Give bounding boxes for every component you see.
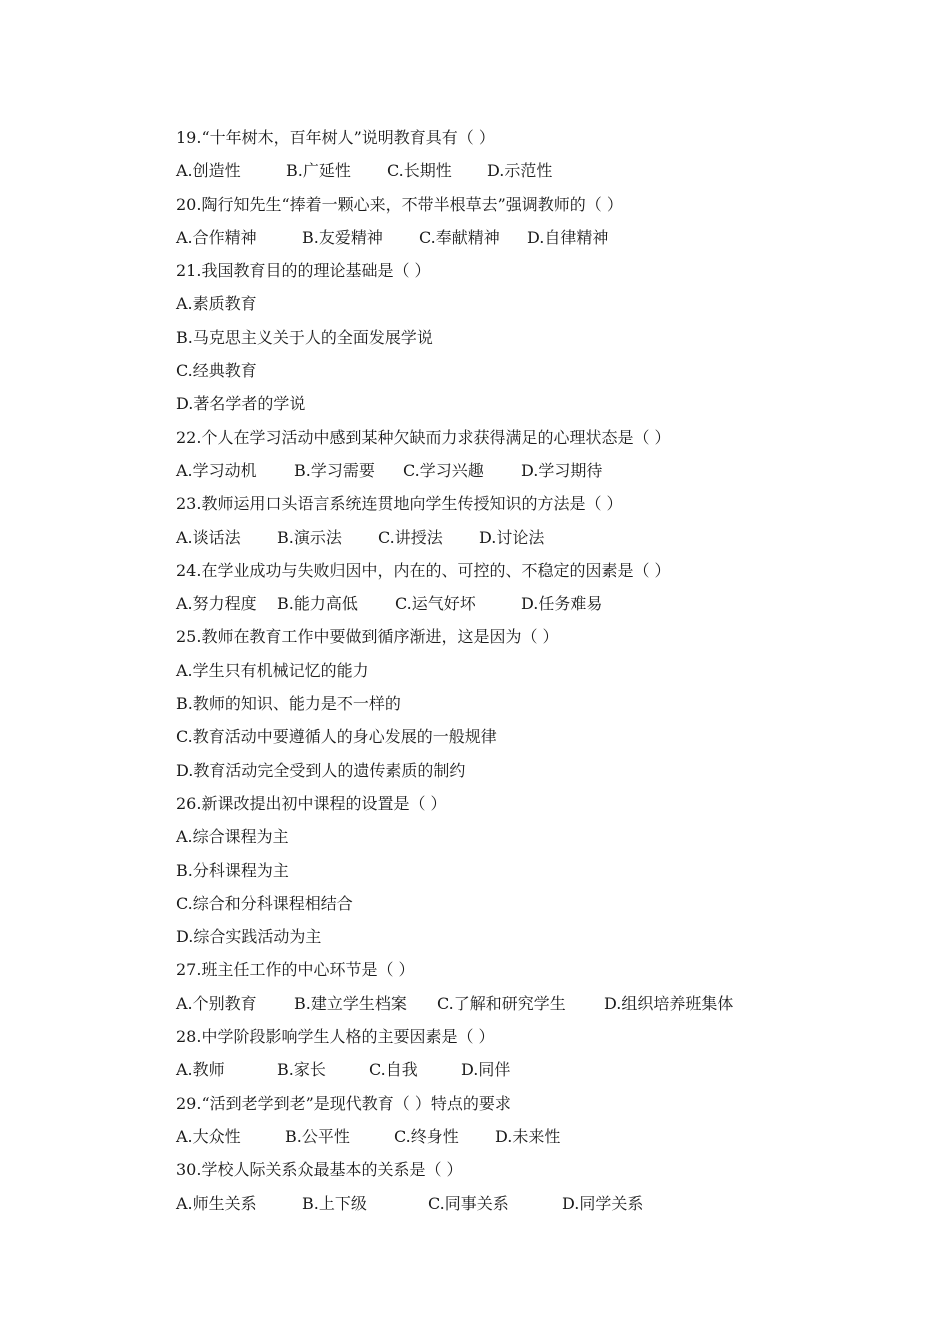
option-d: D.教育活动完全受到人的遗传素质的制约 xyxy=(176,760,466,780)
option-c: C.综合和分科课程相结合 xyxy=(176,893,353,913)
question-27-options xyxy=(176,990,876,1023)
option-b: B.演示法 xyxy=(277,527,342,547)
option-d: D.未来性 xyxy=(495,1126,561,1146)
option-d: D.同学关系 xyxy=(562,1193,644,1213)
option-b: B.广延性 xyxy=(286,161,351,181)
option-c: C.了解和研究学生 xyxy=(437,993,566,1013)
question-20-stem: 20.陶行知先生“捧着一颗心来，不带半根草去”强调教师的（ ） xyxy=(176,194,623,214)
question-28-options xyxy=(176,1056,876,1089)
option-b: B.马克思主义关于人的全面发展学说 xyxy=(176,327,433,347)
question-26-stem: 26.新课改提出初中课程的设置是（ ） xyxy=(176,793,447,813)
option-d: D.著名学者的学说 xyxy=(176,394,306,414)
option-c: C.讲授法 xyxy=(378,527,443,547)
question-23-options xyxy=(176,524,876,557)
option-b: B.上下级 xyxy=(302,1193,367,1213)
question-22-options xyxy=(176,457,876,490)
question-30-stem: 30.学校人际关系众最基本的关系是（ ） xyxy=(176,1160,463,1180)
option-d: D.示范性 xyxy=(487,161,553,181)
option-b: B.学习需要 xyxy=(294,460,375,480)
option-d: D.组织培养班集体 xyxy=(604,993,734,1013)
option-a: A.大众性 xyxy=(176,1126,241,1146)
option-c: C.奉献精神 xyxy=(419,227,500,247)
option-b: B.家长 xyxy=(277,1060,326,1080)
option-c: C.同事关系 xyxy=(428,1193,509,1213)
option-b: B.教师的知识、能力是不一样的 xyxy=(176,694,401,714)
option-d: D.自律精神 xyxy=(527,227,609,247)
option-a: A.教师 xyxy=(176,1060,225,1080)
option-a: A.个别教育 xyxy=(176,993,257,1013)
option-b: B.公平性 xyxy=(285,1126,350,1146)
question-24-options xyxy=(176,590,876,623)
option-d: D.综合实践活动为主 xyxy=(176,927,322,947)
question-29-options xyxy=(176,1123,876,1156)
question-20-options xyxy=(176,224,876,257)
option-d: D.任务难易 xyxy=(521,594,603,614)
exam-page xyxy=(176,124,876,1223)
option-a: A.素质教育 xyxy=(176,294,257,314)
option-a: A.学习动机 xyxy=(176,460,257,480)
option-c: C.自我 xyxy=(369,1060,418,1080)
option-d: D.学习期待 xyxy=(521,460,603,480)
question-19-options xyxy=(176,157,876,190)
option-b: B.分科课程为主 xyxy=(176,860,289,880)
option-a: A.努力程度 xyxy=(176,594,257,614)
option-c: C.长期性 xyxy=(387,161,452,181)
question-25-stem: 25.教师在教育工作中要做到循序渐进，这是因为（ ） xyxy=(176,627,559,647)
option-b: B.友爱精神 xyxy=(302,227,383,247)
option-b: B.能力高低 xyxy=(277,594,358,614)
option-d: D.同伴 xyxy=(461,1060,511,1080)
option-c: C.教育活动中要遵循人的身心发展的一般规律 xyxy=(176,727,497,747)
option-a: A.师生关系 xyxy=(176,1193,257,1213)
option-a: A.合作精神 xyxy=(176,227,257,247)
option-c: C.运气好坏 xyxy=(395,594,476,614)
option-c: C.经典教育 xyxy=(176,361,257,381)
option-c: C.终身性 xyxy=(394,1126,459,1146)
option-d: D.讨论法 xyxy=(479,527,545,547)
option-a: A.创造性 xyxy=(176,161,241,181)
option-a: A.学生只有机械记忆的能力 xyxy=(176,660,369,680)
option-b: B.建立学生档案 xyxy=(294,993,407,1013)
option-a: A.谈话法 xyxy=(176,527,241,547)
question-19-stem: 19.“十年树木，百年树人”说明教育具有（ ） xyxy=(176,128,495,147)
option-a: A.综合课程为主 xyxy=(176,827,289,847)
option-c: C.学习兴趣 xyxy=(403,460,484,480)
question-27-stem: 27.班主任工作的中心环节是（ ） xyxy=(176,960,415,980)
question-24-stem: 24.在学业成功与失败归因中，内在的、可控的、不稳定的因素是（ ） xyxy=(176,560,671,580)
question-28-stem: 28.中学阶段影响学生人格的主要因素是（ ） xyxy=(176,1027,495,1047)
question-30-options xyxy=(176,1190,876,1223)
question-21-stem: 21.我国教育目的的理论基础是（ ） xyxy=(176,261,431,281)
question-22-stem: 22.个人在学习活动中感到某种欠缺而力求获得满足的心理状态是（ ） xyxy=(176,427,671,447)
question-29-stem: 29.“活到老学到老”是现代教育（ ）特点的要求 xyxy=(176,1093,511,1113)
question-23-stem: 23.教师运用口头语言系统连贯地向学生传授知识的方法是（ ） xyxy=(176,494,623,514)
